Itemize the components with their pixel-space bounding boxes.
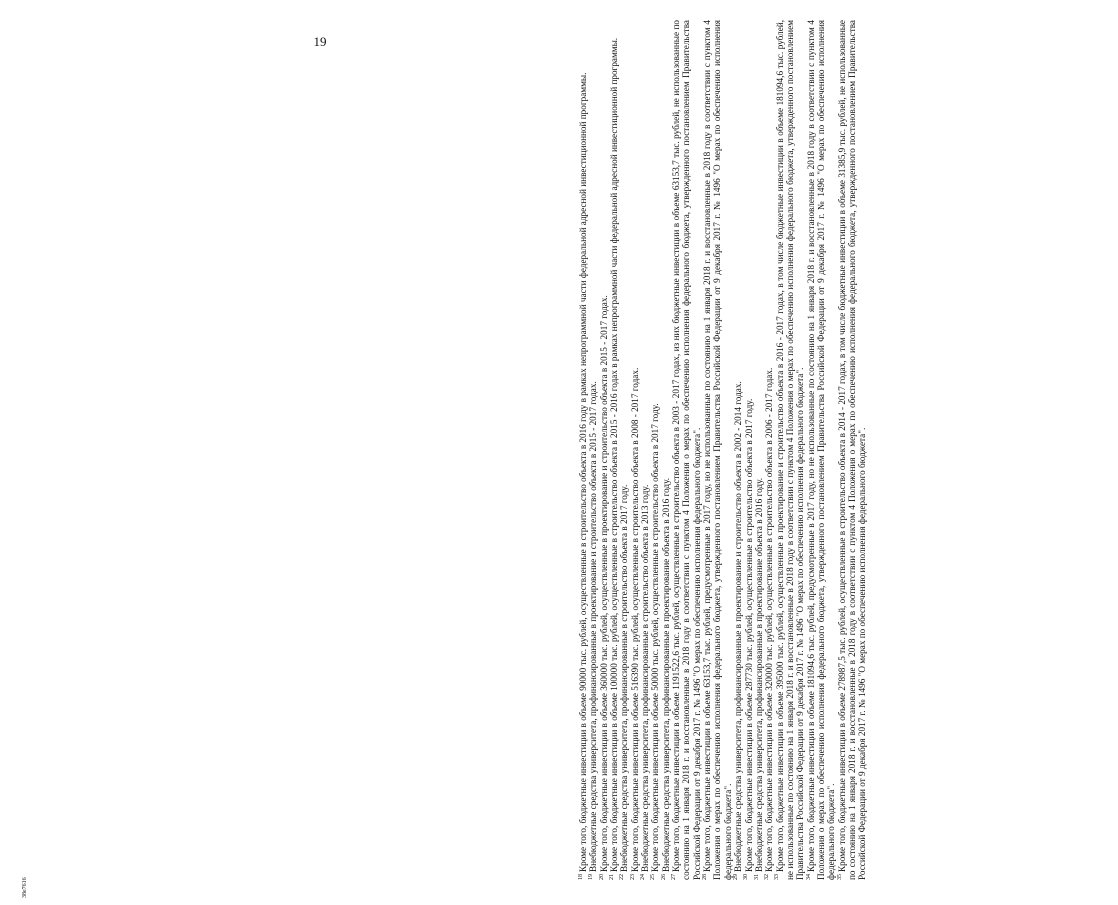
footnote-number: 29 — [733, 874, 740, 880]
footnote-number: 23 — [629, 874, 636, 880]
footnote-text: Кроме того, бюджетные инвестиции в объеме 90000 тыс. рублей, осуществленные в строительство объекта в 2016 году в рамках непрограммной части федеральной адресной инвестиционной программы. — [578, 72, 588, 872]
footnote — [661, 20, 671, 880]
footnote — [702, 20, 733, 880]
footnote-number: 27 — [671, 874, 678, 880]
footnote-text: Внебюджетные средства университета, профинансированные в проектирование объекта в 2016 году. — [753, 477, 764, 872]
footnote-number: 24 — [640, 874, 646, 880]
footnote-text: Внебюджетные средства университета, профинансированные в строительство объекта в 2017 году. — [619, 484, 630, 872]
footnote — [619, 20, 629, 880]
page-number: 19 — [313, 34, 327, 49]
footnote-number: 35 — [836, 874, 843, 880]
footnote-text: Внебюджетные средства университета, профинансированные в проектирование объекта в 2016 году. — [660, 477, 671, 872]
footnote-number: 31 — [753, 874, 760, 880]
footnote-number: 25 — [650, 874, 657, 880]
footnote-number: 28 — [702, 874, 709, 880]
footnote — [837, 20, 868, 880]
footnote-number: 22 — [619, 874, 626, 880]
footnote — [764, 20, 774, 880]
footnote-text: Кроме того, бюджетные инвестиции в объеме 320000 тыс. рублей, осуществленные в строительство объекта в 2006 - 2017 годах. — [764, 367, 775, 872]
footnote — [733, 20, 743, 880]
footnote-number: 30 — [743, 874, 750, 880]
footnote-text: Внебюджетные средства университета, профинансированные в строительство объекта в 2013 году. — [640, 484, 651, 872]
footnote-text: Кроме того, бюджетные инвестиции в объеме 360000 тыс. рублей, осуществленные в проектирование и строительство объекта в 2015 - 2017 годах. — [598, 295, 609, 872]
footnote-number: 34 — [805, 874, 812, 880]
footnote — [744, 20, 754, 880]
footnote — [640, 20, 650, 880]
footnote-number: 20 — [598, 874, 605, 880]
footnote — [754, 20, 764, 880]
footnote — [775, 20, 806, 880]
footnote — [806, 20, 837, 880]
footnote-text: Кроме того, бюджетные инвестиции в объеме 287730 тыс. рублей, осуществленные в строительство объекта в 2017 году. — [743, 398, 754, 872]
document-stamp: 38e7616 — [22, 877, 28, 898]
footnote-text: Кроме того, бюджетные инвестиции в объеме 278987,5 тыс. рублей, осуществленные в строительство объекта в 2014 - 2017 годах, в том числе бюджетные инвестиции в объеме 31385,9 тыс. рублей, не использованные по состоянию на 1 января 2018 г. и восстановленные в 2018 году в соответствии с пунктом 4 Положения о мерах по обеспечению исполнения федерального бюджета, утвержденного постановлением Правительства Российской Федерации от 9 декабря 2017 г. № 1496 "О мерах по обеспечению исполнения федерального бюджета". — [836, 20, 868, 880]
footnote — [578, 20, 588, 880]
footnotes-block — [578, 20, 1118, 880]
footnote-text: Внебюджетные средства университета, профинансированные в проектирование и строительство объекта в 2015 - 2017 годах. — [588, 381, 599, 872]
footnote — [588, 20, 598, 880]
footnote-text: Кроме того, бюджетные инвестиции в объеме 100000 тыс. рублей, осуществленные в строительство объекта в 2015 - 2016 годах в рамках непрограммной части федеральной адресной инвестиционной программы. — [609, 37, 620, 872]
footnote-text: Кроме того, бюджетные инвестиции в объеме 516390 тыс. рублей, осуществленные в строительство объекта в 2008 - 2017 годах. — [629, 367, 640, 872]
footnote — [609, 20, 619, 880]
footnote — [671, 20, 702, 880]
footnote-number: 19 — [588, 874, 595, 880]
footnote-number: 26 — [660, 874, 667, 880]
footnote-text: Кроме того, бюджетные инвестиции в объеме 63153,7 тыс. рублей, предусмотренные в 2017 году, но не использованные по состоянию на 1 января 2018 г. и восстановленные в 2018 году в соответствии с пунктом 4 Положения о мерах по обеспечению исполнения федерального бюджета, утвержденного постановлением Правительства Российской Федерации от 9 декабря 2017 г. № 1496 "О мерах по обеспечению исполнения федерального бюджета". — [702, 20, 733, 880]
footnote-text: Кроме того, бюджетные инвестиции в объеме 181094,6 тыс. рублей, предусмотренные в 2017 году, но не использованные по состоянию на 1 января 2018 г. и восстановленные в 2018 году в соответствии с пунктом 4 Положения о мерах по обеспечению исполнения федерального бюджета, утвержденного постановлением Правительства Российской Федерации от 9 декабря 2017 г. № 1496 "О мерах по обеспечению исполнения федерального бюджета". — [805, 20, 837, 880]
footnote-text: Кроме того, бюджетные инвестиции в объеме 395000 тыс. рублей, осуществленные в проектирование и строительство объекта в 2016 - 2017 годах, в том числе бюджетные инвестиции в объеме 181094,6 тыс. рублей, не использованные по состоянию на 1 января 2018 г. и восстановленные в 2018 году в соответствии с пунктом 4 Положения о мерах по обеспечению исполнения федерального бюджета, утвержденного постановлением Правительства Российской Федерации от 9 декабря 2017 г. № 1496 "О мерах по обеспечению исполнения федерального бюджета". — [774, 20, 806, 880]
footnote-text: Кроме того, бюджетные инвестиции в объеме 1191522,6 тыс. рублей, осуществленные в строительство объекта в 2003 - 2017 годах, из них бюджетные инвестиции в объеме 63153,7 тыс. рублей, не использованные по состоянию на 1 января 2018 г. и восстановленные в 2018 году в соответствии с пунктом 4 Положения о мерах по обеспечению исполнения федерального бюджета, утвержденного постановлением Правительства Российской Федерации от 9 декабря 2017 г. № 1496 "О мерах по обеспечению исполнения федерального бюджета". — [671, 20, 702, 880]
footnote-number: 21 — [608, 874, 615, 880]
footnote-number: 32 — [764, 874, 771, 880]
footnote-text: Внебюджетные средства университета, профинансированные в проектирование и строительство объекта в 2002 - 2014 годах. — [733, 381, 744, 872]
footnote — [630, 20, 640, 880]
footnote-number: 18 — [577, 874, 584, 880]
footnote-number: 33 — [774, 874, 781, 880]
footnote-text: Кроме того, бюджетные инвестиции в объеме 50000 тыс. рублей, осуществленные в строительство объекта в 2017 году. — [650, 403, 661, 872]
footnote — [650, 20, 660, 880]
footnote — [599, 20, 609, 880]
